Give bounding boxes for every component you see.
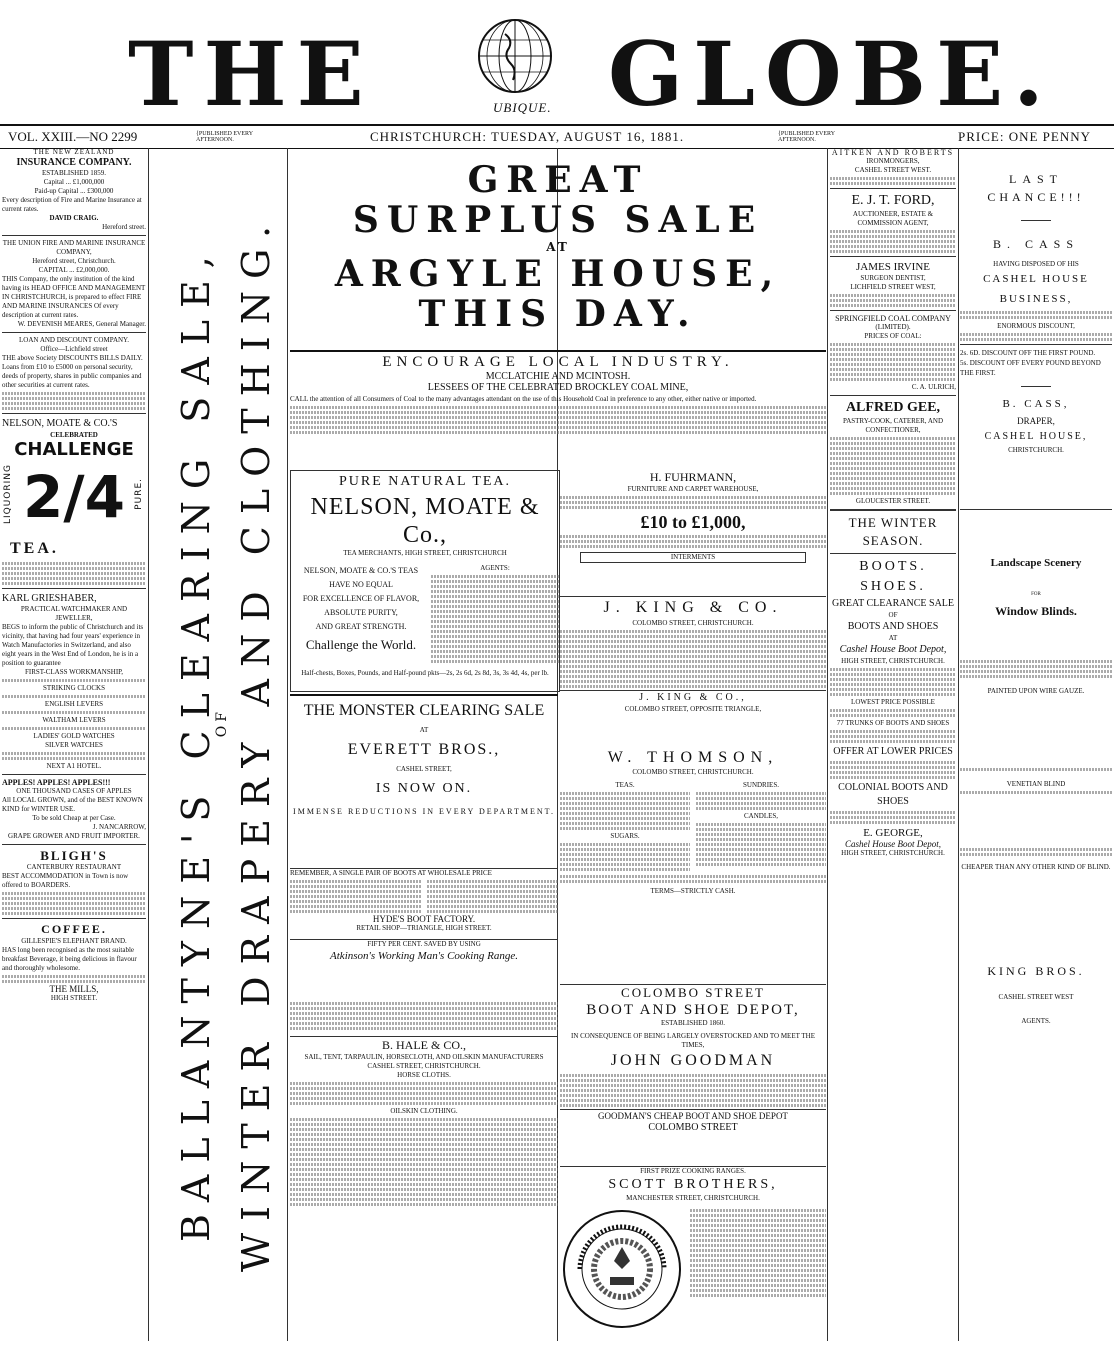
column-5 [960,148,1112,1341]
apples-sale: To be sold Cheap at per Case. [32,814,116,822]
coffee-text: HAS long been recognised as the most suitable breakfast Beverage, it being delicious in flavour and thoroughly wholesome. [2,946,137,972]
union-text: THIS Company, the only institution of the kind having its HEAD OFFICE AND MANAGEMENT IN CHRISTCHURCH, is prepared to effect FIRE AND MARINE INSURANCES Of every description at current rates. [2,275,146,319]
apples-title: APPLES! APPLES! APPLES!!! [2,778,111,787]
cass-discount-every: 5s. DISCOUNT OFF EVERY POUND BEYOND THE FIRST. [960,359,1101,377]
monster-street: CASHEL STREET, [396,765,452,773]
sale-argyle: ARGYLE HOUSE, [334,253,782,295]
local-industry-ad [290,350,826,468]
goodman-footer-street: COLOMBO STREET [648,1122,738,1133]
tea-purity: ABSOLUTE PURITY, [324,608,398,617]
gee-name: ALFRED GEE, [845,400,941,415]
local-firm: MCCLATCHIE AND MCINTOSH. [485,371,631,382]
volume-number: VOL. XXIII.—NO 2299 [8,129,138,144]
irvine-street: LICHFIELD STREET WEST, [850,283,936,291]
dateline [0,124,1114,149]
goodman-footer: GOODMAN'S CHEAP BOOT AND SHOE DEPOT [560,1109,826,1122]
scott-ad [560,1166,826,1342]
clearance-sale: GREAT CLEARANCE SALE [831,598,955,609]
bligh-subtitle: CANTERBURY RESTAURANT [26,863,122,871]
hale-street: CASHEL STREET, CHRISTCHURCH. [367,1062,481,1070]
great-surplus-sale [290,150,826,346]
sale-this-day: THIS DAY. [418,293,698,335]
monster-reductions: IMMENSE REDUCTIONS IN EVERY DEPARTMENT. [293,807,555,816]
thomson-sundries: SUNDRIES. [743,781,779,789]
nm-name: NELSON, MOATE & CO.'S [2,418,118,429]
insurance-established: ESTABLISHED 1859. [42,169,106,177]
masthead-title-left: THE [128,22,374,126]
cass-christchurch: CHRISTCHURCH. [1008,446,1064,454]
king-bros-name: KING BROS. [987,964,1085,978]
sale-surplus: SURPLUS SALE [352,199,764,241]
nm-price-number: 2/4 [23,463,125,531]
aitken-street: CASHEL STREET WEST. [854,166,932,174]
kg-text: BEGS to inform the public of Christchurch and its vicinity, that having had four years' experience in Watch Manufactories in Switzerland, and also eight years in the West End of London, he is in a position to guarantee [2,623,144,667]
fuhrmann-ad [560,470,826,590]
hale-horse-cloths: HORSE CLOTHS. [397,1071,451,1079]
lowest-price: LOWEST PRICE POSSIBLE [851,698,935,706]
blinds-window: Window Blinds. [995,604,1077,618]
tea-no-equal: HAVE NO EQUAL [329,580,393,589]
ulrich-name: C. A. ULRICH, [911,383,956,391]
thomson-name: W. THOMSON, [607,749,779,766]
fuhrmann-trade: FURNITURE AND CARPET WAREHOUSE, [627,485,759,493]
blinds-painted: PAINTED UPON WIRE GAUZE. [987,687,1085,695]
scott-prize: FIRST PRIZE COOKING RANGES. [640,1167,746,1175]
coffee-mills: THE MILLS, [49,984,99,994]
monster-firm: EVERETT BROS., [347,741,501,758]
tea-teas: NELSON, MOATE & CO.'S TEAS [303,566,419,575]
irvine-trade: SURGEON DENTIST, [860,274,926,282]
aitken-trade: IRONMONGERS, [866,157,920,165]
insurance-description: Every description of Fire and Marine Insurance at current rates. [2,196,142,213]
local-title: ENCOURAGE LOCAL INDUSTRY. [382,354,734,370]
nm-price-block [2,460,146,538]
place-date: CHRISTCHURCH: TUESDAY, AUGUST 16, 1881. [370,129,685,144]
cass-chance: CHANCE!!! [987,190,1085,204]
tea-subtitle: TEA MERCHANTS, HIGH STREET, CHRISTCHURCH [343,549,507,557]
springfield-limited: (LIMITED). [875,323,911,331]
boots-heading: BOOTS. [859,559,927,574]
insurance-agent: DAVID CRAIG. [49,214,99,222]
insurance-street: Hereford street. [102,223,146,231]
cass-enormous: ENORMOUS DISCOUNT, [997,322,1075,330]
kg-address: NEXT A1 HOTEL. [46,762,102,770]
monster-now-on: IS NOW ON. [375,781,473,796]
cass-name: B. CASS [992,237,1080,251]
fuhrmann-price: £10 to £1,000, [640,512,746,532]
local-text: CALL the attention of all Consumers of Coal to the many advantages attendant on the use of this Household Coal in preference to any other, either native or imported. [290,395,757,403]
cass-last: LAST [1009,172,1063,186]
george-street: HIGH STREET, CHRISTCHURCH. [841,849,945,857]
kg-trade: PRACTICAL WATCHMAKER AND JEWELLER, [20,605,128,622]
tea-strength: AND GREAT STRENGTH. [315,622,407,631]
association-seal-icon [560,1207,684,1331]
pure-tea-ad [290,470,560,692]
price: PRICE: ONE PENNY [958,129,1092,144]
column-4 [830,148,956,1341]
blinds-landscape: Landscape Scenery [990,557,1082,569]
scott-name: SCOTT BROTHERS, [608,1177,778,1192]
kg-silver: SILVER WATCHES [45,741,103,749]
nm-celebrated: CELEBRATED [50,431,98,439]
blinds-venetian: VENETIAN BLIND [1006,780,1066,788]
kg-work: FIRST-CLASS WORKMANSHIP, [24,668,124,676]
coffee-brand: GILLESPIE'S ELEPHANT BRAND. [21,937,127,945]
kg-clocks: STRIKING CLOCKS [42,684,106,692]
kg-waltham: WALTHAM LEVERS [42,716,106,724]
clearance-boots-shoes: BOOTS AND SHOES [847,621,939,632]
nm-pure: PURE. [134,478,144,510]
column-1 [2,148,146,1341]
ballantyne-of: OF [214,708,230,738]
column-rule [148,148,149,1341]
blinds-for: FOR [1031,592,1041,597]
apples-cases: ONE THOUSAND CASES OF APPLES [16,787,132,795]
goodman-name: JOHN GOODMAN [610,1052,776,1069]
column-rule [958,148,959,1341]
king-bros-agents: AGENTS. [1021,1017,1051,1025]
thomson-terms: TERMS—STRICTLY CASH. [650,887,736,895]
springfield-prices: PRICES OF COAL: [864,332,922,340]
hale-oilskin: OILSKIN CLOTHING. [390,1107,458,1115]
thomson-teas: TEAS. [615,781,635,789]
springfield-name: SPRINGFIELD COAL COMPANY [835,314,951,323]
monster-at: AT [419,726,429,734]
cass-draper: DRAPER, [1017,416,1055,426]
monster-title: THE MONSTER CLEARING SALE [303,702,545,719]
goodman-established: ESTABLISHED 1860. [661,1019,725,1027]
king-street-2: COLOMBO STREET, OPPOSITE TRIANGLE, [624,705,762,713]
offer-lower-prices: OFFER AT LOWER PRICES [833,746,953,757]
hale-name: B. HALE & CO., [382,1038,466,1052]
hale-ad [290,1036,558,1342]
cass-business: BUSINESS, [999,293,1073,305]
union-capital: CAPITAL ... £2,000,000. [38,266,110,274]
cass-cashel-house: CASHEL HOUSE [983,273,1089,285]
apples-name: J. NANCARROW, [92,823,146,831]
masthead-title-right: GLOBE. [608,22,1054,126]
sale-great: GREAT [467,159,649,201]
tea-challenge: Challenge the World. [305,637,417,652]
loan-title: LOAN AND DISCOUNT COMPANY. [19,336,129,344]
thomson-street: COLOMBO STREET, CHRISTCHURCH. [632,768,754,776]
kg-levers: ENGLISH LEVERS [44,700,104,708]
union-street: Hereford street, Christchurch. [32,257,116,265]
irvine-name: JAMES IRVINE [856,261,930,273]
clearance-of: OF [888,611,898,619]
king-bros-street: CASHEL STREET WEST [998,993,1074,1001]
insurance-paid-capital: Paid-up Capital ... £300,000 [34,187,114,195]
goodman-ad [560,984,826,1165]
hyde-factory: HYDE'S BOOT FACTORY. [372,914,476,924]
union-manager: W. DEVENISH MEARES, General Manager. [17,320,146,328]
gee-street: GLOUCESTER STREET. [855,497,931,505]
tea-agents: AGENTS: [480,564,510,572]
cass-name-2: B. CASS, [1002,398,1070,410]
trunks: 77 TRUNKS OF BOOTS AND SHOES [836,719,950,727]
column-rule [827,148,828,1341]
hyde-title: REMEMBER, A SINGLE PAIR OF BOOTS AT WHOLESALE PRICE [290,869,492,877]
globe-icon [475,16,555,96]
tea-firm: NELSON, MOATE & Co., [310,494,540,548]
goodman-street: COLOMBO STREET [621,985,765,1000]
king-street: COLOMBO STREET, CHRISTCHURCH. [632,619,754,627]
bligh-title: BLIGH'S [40,848,108,863]
loan-text: THE above Society DISCOUNTS BILLS DAILY. Loans from £10 to £5000 on personal security, deeds of property, shares in public companies and other securities at current rates. [2,354,143,389]
cass-discount-first: 2s. 6D. DISCOUNT OFF THE FIRST POUND. [960,349,1096,357]
cass-having: HAVING DISPOSED OF HIS [993,260,1079,268]
tea-excellence: FOR EXCELLENCE OF FLAVOR, [302,594,420,603]
column-rule [287,148,288,1341]
insurance-heading: THE NEW ZEALAND [33,148,115,156]
thomson-sugars: SUGARS. [610,832,640,840]
coffee-title: COFFEE. [41,922,107,936]
scott-street: MANCHESTER STREET, CHRISTCHURCH. [626,1194,760,1202]
kg-ladies: LADIES' GOLD WATCHES [33,732,115,740]
hyde-boots-ad [290,868,558,999]
goodman-title: BOOT AND SHOE DEPOT, [586,1002,800,1018]
apples-trade: GRAPE GROWER AND FRUIT IMPORTER. [8,832,140,840]
shoes-heading: SHOES. [860,579,926,594]
clearance-at: AT [888,634,898,642]
gee-trade: PASTRY-COOK, CATERER, AND CONFECTIONER, [842,417,944,434]
fuhrmann-interments: INTERMENTS [580,552,806,563]
aitken-name: AITKEN AND ROBERTS [831,148,955,157]
sale-at: AT [546,240,570,254]
thomson-ad [560,748,826,978]
tea-title: PURE NATURAL TEA. [338,474,512,489]
union-title: THE UNION FIRE AND MARINE INSURANCE COMPANY, [2,239,146,256]
george-name: E. GEORGE, [863,827,923,839]
apples-text: All LOCAL GROWN, and of the BEST KNOWN KIND for WINTER USE. [2,796,143,813]
masthead [0,10,1114,126]
ford-name: E. J. T. FORD, [851,193,935,208]
j-king-ad [560,596,826,747]
local-lessees: LESSEES OF THE CELEBRATED BROCKLEY COAL MINE, [427,382,689,393]
published-note-left: {PUBLISHED EVERY AFTERNOON. [196,131,253,143]
george-depot: Cashel House Boot Depot, [845,839,941,849]
clearance-depot-street: HIGH STREET, CHRISTCHURCH. [841,657,945,665]
published-note-right: {PUBLISHED EVERY AFTERNOON. [778,131,835,143]
bligh-text: BEST ACCOMMODATION in Town is now offered to BOARDERS. [2,872,129,889]
kg-name: KARL GRIESHABER, [2,593,97,604]
monster-sale-ad [290,694,558,866]
fuhrmann-name: H. FUHRMANN, [649,470,737,484]
king-name-2: J. KING & CO., [560,690,826,705]
atkinson-text [290,1000,558,1030]
winter-season: THE WINTER SEASON. [848,515,938,548]
ford-trade: AUCTIONEER, ESTATE & COMMISSION AGENT, [852,210,934,227]
ballantyne-line-2: WINTER DRAPERY AND CLOTHING. [234,213,278,1273]
nm-tea: TEA. [10,540,59,557]
ballantyne-banner [150,148,286,1341]
insurance-title: INSURANCE COMPANY. [16,157,132,168]
atkinson-saved: FIFTY PER CENT. SAVED BY USING [290,939,558,949]
insurance-capital: Capital ... £1,000,000 [43,178,105,186]
thomson-candles: CANDLES, [743,812,779,820]
blinds-cheaper: CHEAPER THAN ANY OTHER KIND OF BLIND. [961,863,1111,871]
tea-footer: Half-chests, Boxes, Pounds, and Half-pound pkts—2s, 2s 6d, 2s 8d, 3s, 3s 4d, 4s, per lb. [301,669,549,677]
clearance-depot: Cashel House Boot Depot, [839,644,947,655]
hyde-depot: RETAIL SHOP—TRIANGLE, HIGH STREET. [356,924,492,932]
nm-challenge: CHALLENGE [14,439,134,460]
ballantyne-line-1: BALLANTYNE'S CLEARING SALE, [174,244,218,1242]
colonial-boots: COLONIAL BOOTS AND SHOES [838,782,948,807]
atkinson-title: Atkinson's Working Man's Cooking Range. [330,950,518,962]
coffee-street: HIGH STREET. [50,994,98,1002]
loan-office: Office—Lichfield street [40,345,108,353]
masthead-motto: UBIQUE. [493,100,552,115]
goodman-reason: IN CONSEQUENCE OF BEING LARGELY OVERSTOCKED AND TO MEET THE TIMES, [571,1032,815,1049]
hale-trade: SAIL, TENT, TARPAULIN, HORSECLOTH, AND OILSKIN MANUFACTURERS [304,1053,544,1061]
cass-cashel-2: CASHEL HOUSE, [984,431,1088,442]
king-name: J. KING & CO. [603,599,783,616]
nm-liquoring: LIQUORING [3,464,13,525]
